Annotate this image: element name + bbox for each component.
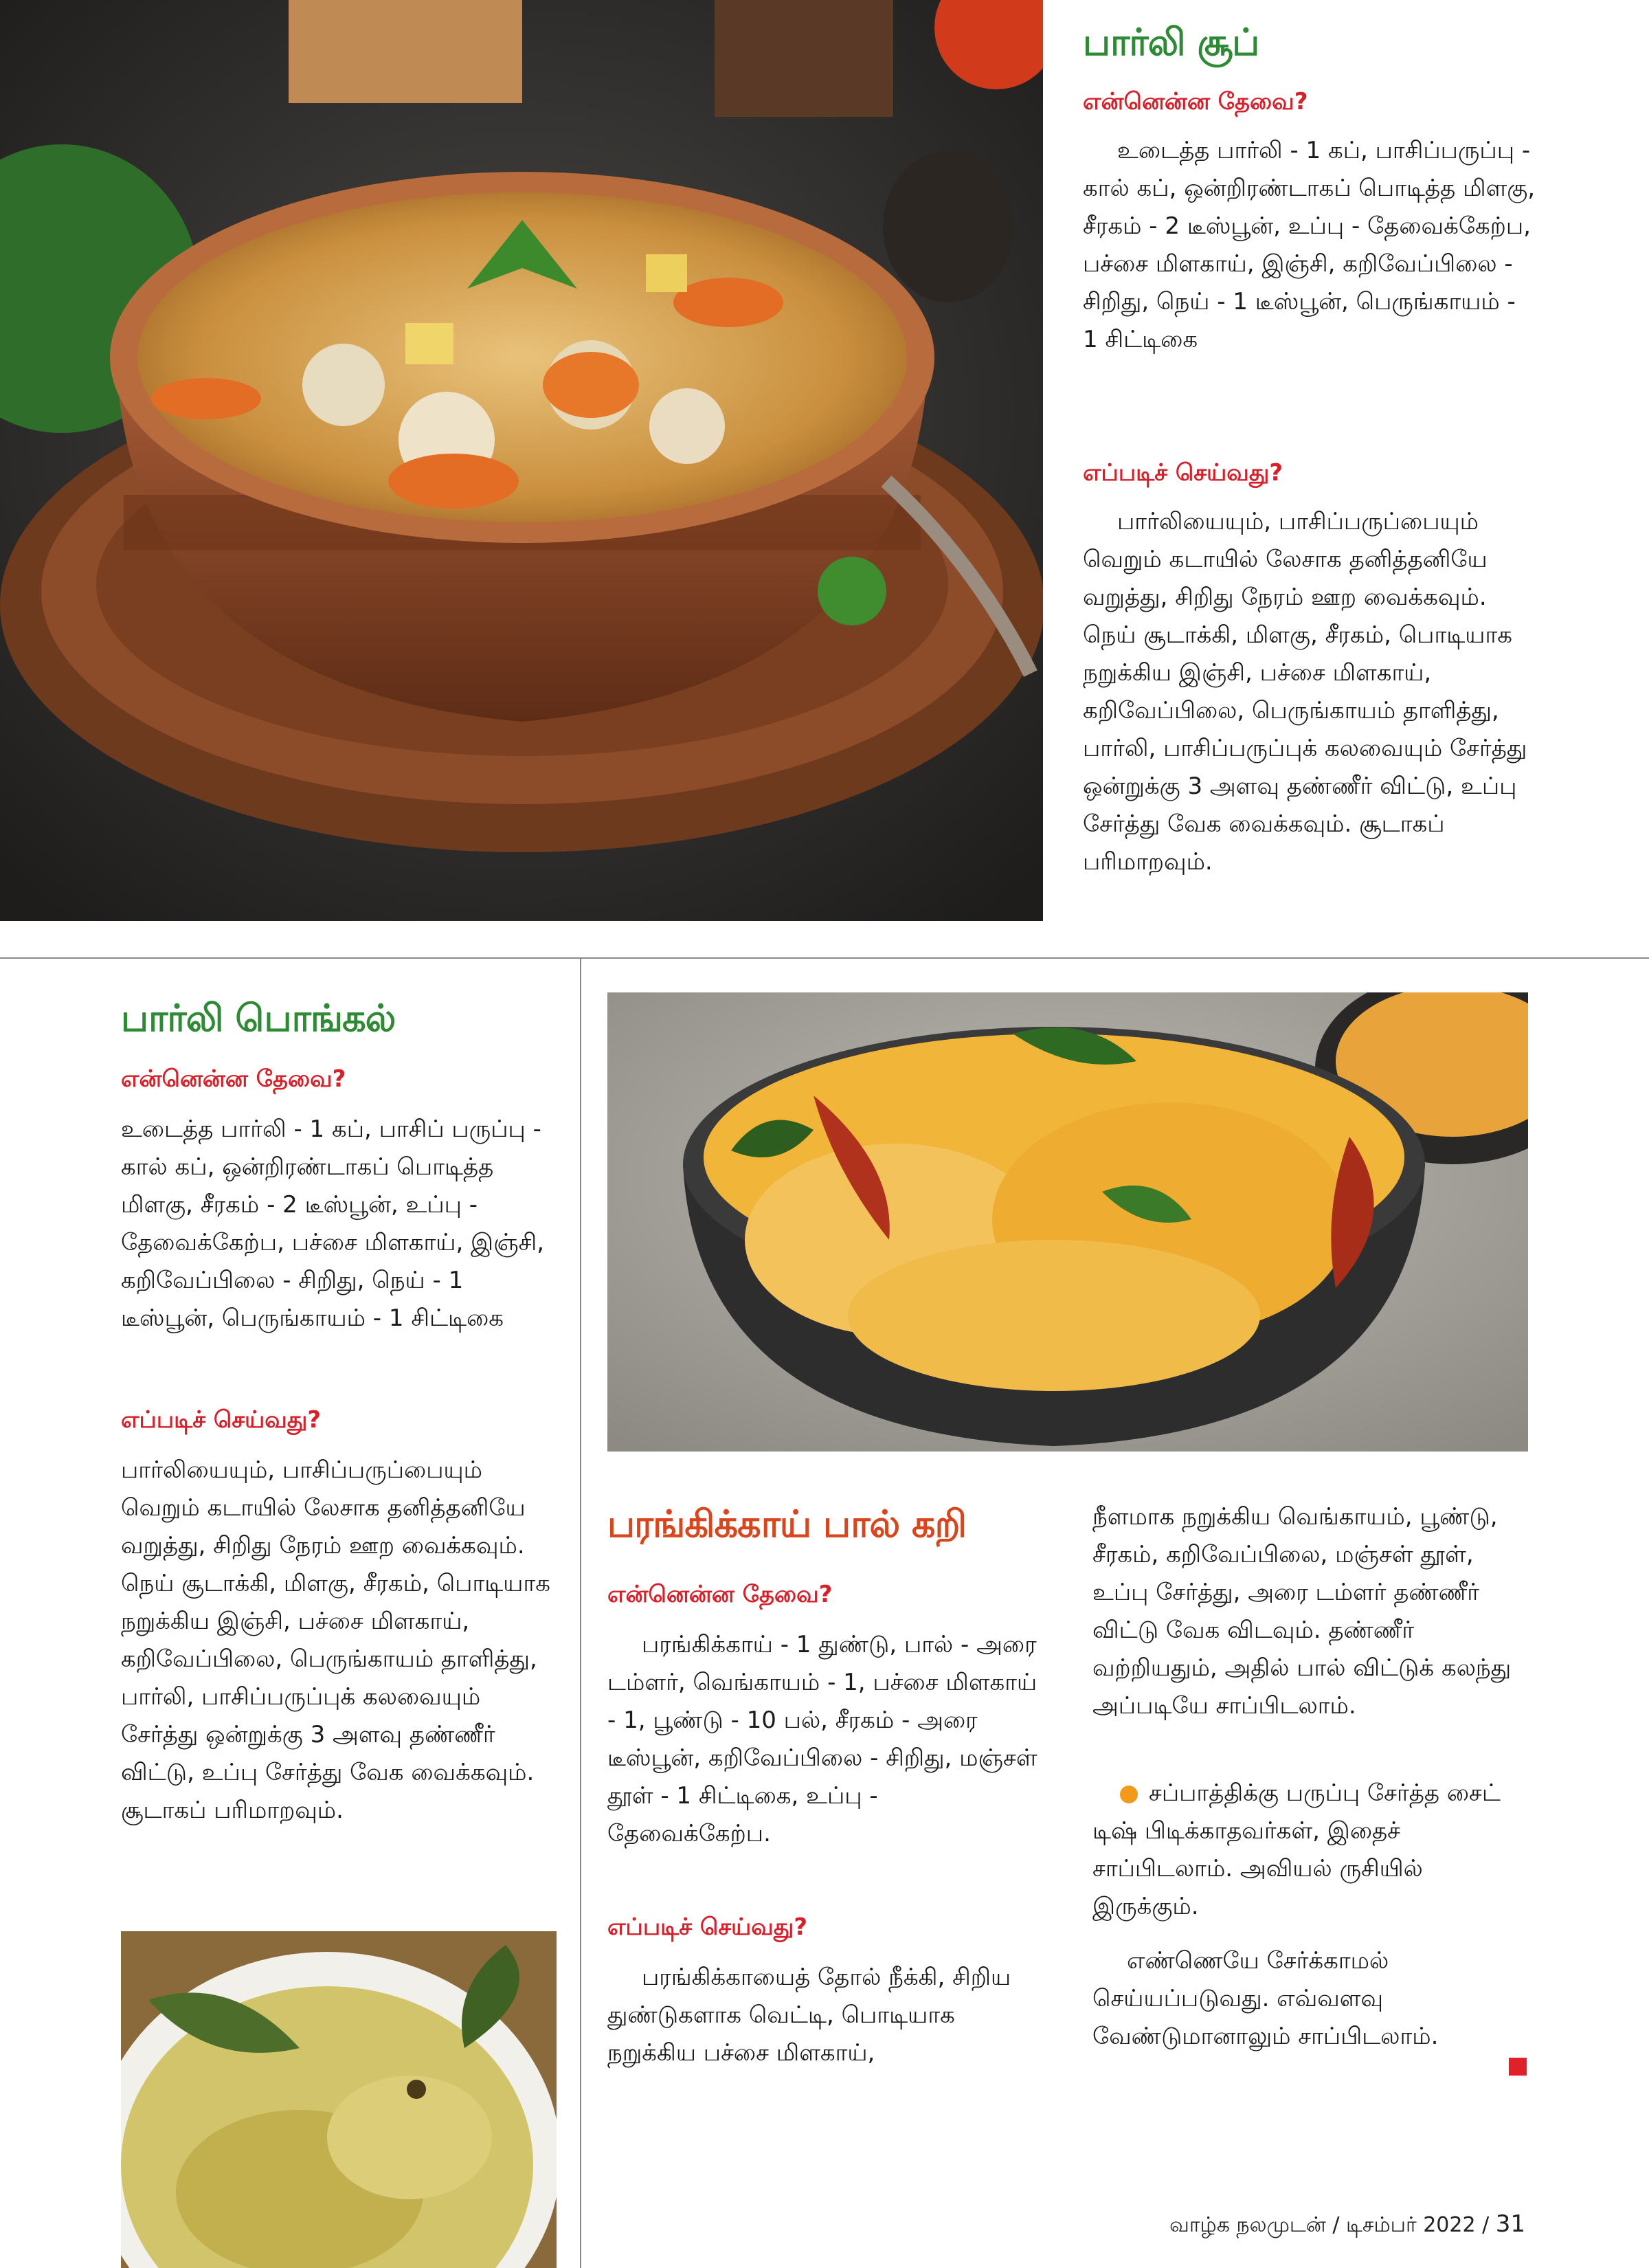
footer-magazine: வாழ்க நலமுடன் / டிசம்பர் 2022 / [1169,2213,1490,2237]
recipe3-closing-block [1092,1942,1532,2056]
recipe2-method [121,1452,561,1830]
recipe2-method-heading: எப்படிச் செய்வது? [121,1406,322,1434]
recipe3-tip-text: சப்பாத்திக்கு பருப்பு சேர்த்த சைட் டிஷ் பிடிக்காதவர்கள், இதைச் சாப்பிடலாம். அவியல் ருசியில் இருக்கும். [1092,1779,1501,1920]
footer-page-number: 31 [1495,2210,1525,2238]
page-footer [1168,2210,1525,2240]
recipe3-tip-block [1092,1775,1532,1926]
recipe3-method-col1 [607,1959,1047,2072]
recipe2-ingredients-text: உடைத்த பார்லி - 1 கப், பாசிப் பருப்பு - கால் கப், ஒன்றிரண்டாகப் பொடித்த மிளகு, சீரகம் - 2 டீஸ்பூன், உப்பு - தேவைக்கேற்ப, பச்சை மிளகாய், இஞ்சி, கறிவேப்பிலை - சிறிது, நெய் - 1 டீஸ்பூன், பெருங்காயம் - 1 சிட்டிகை [121,1115,545,1332]
recipe2-ingredients-heading: என்னென்ன தேவை? [121,1065,346,1093]
barley-pongal-photo [121,1931,557,2268]
barley-soup-photo [0,0,1043,921]
section-divider-horizontal [0,957,1649,959]
recipe3-method-col2 [1092,1498,1532,1725]
section-divider-vertical [580,957,581,2268]
recipe1-method-heading: எப்படிச் செய்வது? [1083,459,1283,487]
recipe1-ingredients [1083,132,1536,359]
recipe2-ingredients [121,1111,561,1337]
recipe1-title: பார்லி சூப் [1083,21,1259,64]
recipe3-ingredients [607,1626,1047,1853]
recipe2-method-text: பார்லியையும், பாசிப்பருப்பையும் வெறும் கடாயில் லேசாக தனித்தனியே வறுத்து, சிறிது நேரம் ஊற வைக்கவும். நெய் சூடாக்கி, மிளகு, சீரகம், பொடியாக நறுக்கிய இஞ்சி, பச்சை மிளகாய், கறிவேப்பிலை, பெருங்காயம் தாளித்து, பார்லி, பாசிப்பருப்புக் கலவையும் சேர்த்து ஒன்றுக்கு 3 அளவு தண்ணீர் விட்டு, உப்பு சேர்த்து வேக வைக்கவும். சூடாகப் பரிமாறவும். [121,1456,550,1824]
recipe1-ingredients-text: உடைத்த பார்லி - 1 கப், பாசிப்பருப்பு - கால் கப், ஒன்றிரண்டாகப் பொடித்த மிளகு, சீரகம் - 2 டீஸ்பூன், உப்பு - தேவைக்கேற்ப, பச்சை மிளகாய், இஞ்சி, கறிவேப்பிலை - சிறிது, நெய் - 1 டீஸ்பூன், பெருங்காயம் - 1 சிட்டிகை [1083,137,1536,353]
end-mark-icon [1509,2058,1527,2076]
recipe3-tip [1092,1775,1532,1926]
recipe3-ingredients-text: பரங்கிக்காய் - 1 துண்டு, பால் - அரை டம்ளர், வெங்காயம் - 1, பச்சை மிளகாய் - 1, பூண்டு - 10 பல், சீரகம் - அரை டீஸ்பூன், கறிவேப்பிலை - சிறிது, மஞ்சள் தூள் - 1 சிட்டிகை, உப்பு - தேவைக்கேற்ப. [607,1631,1037,1847]
recipe3-title: பரங்கிக்காய் பால் கறி [607,1502,967,1546]
recipe3-method-part1: பரங்கிக்காயைத் தோல் நீக்கி, சிறிய துண்டுகளாக வெட்டி, பொடியாக நறுக்கிய பச்சை மிளகாய், [607,1964,1011,2067]
recipe1-method-text: பார்லியையும், பாசிப்பருப்பையும் வெறும் கடாயில் லேசாக தனித்தனியே வறுத்து, சிறிது நேரம் ஊற வைக்கவும். நெய் சூடாக்கி, மிளகு, சீரகம், பொடியாக நறுக்கிய இஞ்சி, பச்சை மிளகாய், கறிவேப்பிலை, பெருங்காயம் தாளித்து, பார்லி, பாசிப்பருப்புக் கலவையும் சேர்த்து ஒன்றுக்கு 3 அளவு தண்ணீர் விட்டு, உப்பு சேர்த்து வேக வைக்கவும். சூடாகப் பரிமாறவும். [1083,508,1527,876]
orange-bullet-icon [1120,1786,1138,1803]
pumpkin-curry-photo [607,992,1528,1452]
recipe3-method-heading: எப்படிச் செய்வது? [607,1913,808,1941]
recipe2-title: பார்லி பொங்கல் [121,997,396,1040]
recipe1-ingredients-heading: என்னென்ன தேவை? [1083,88,1308,115]
recipe3-ingredients-heading: என்னென்ன தேவை? [607,1581,833,1608]
recipe3-closing-text: எண்ணெயே சேர்க்காமல் செய்யப்படுவது. எவ்வளவு வேண்டுமானாலும் சாப்பிடலாம். [1092,1947,1439,2050]
recipe3-method-part2: நீளமாக நறுக்கிய வெங்காயம், பூண்டு, சீரகம், கறிவேப்பிலை, மஞ்சள் தூள், உப்பு சேர்த்து, அரை டம்ளர் தண்ணீர் விட்டு வேக விடவும். தண்ணீர் வற்றியதும், அதில் பால் விட்டுக் கலந்து அப்படியே சாப்பிடலாம். [1092,1503,1512,1720]
recipe1-method [1083,503,1536,881]
